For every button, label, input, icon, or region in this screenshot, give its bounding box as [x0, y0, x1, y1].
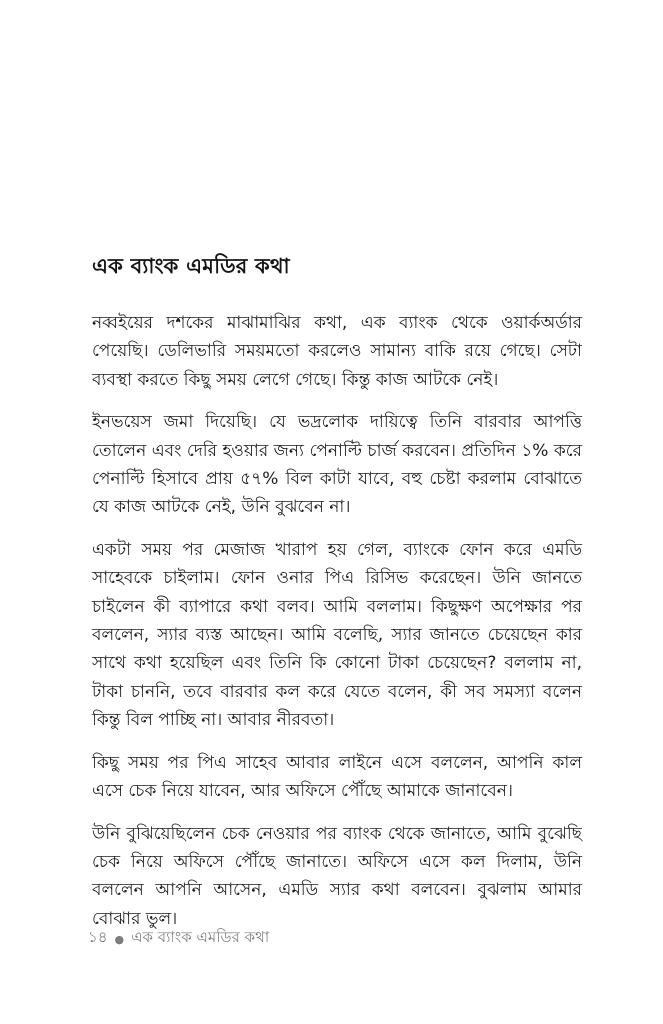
paragraph: নব্বইয়ের দশকের মাঝামাঝির কথা, এক ব্যাংক থেকে ওয়ার্কঅর্ডার পেয়েছি। ডেলিভারি সময়মতো করলেও সামান্য বাকি রয়ে গেছে। সেটা ব্যবস্থা করতে কিছু সময় লেগে গেছে। কিন্তু কাজ আটকে নেই। — [92, 313, 582, 390]
running-title: এক ব্যাংক এমডির কথা — [131, 928, 270, 946]
paragraph: একটা সময় পর মেজাজ খারাপ হয় গেল, ব্যাংকে ফোন করে এমডি সাহেবকে চাইলাম। ফোন ওনার পিএ রিসিভ করেছেন। উনি জানতে চাইলেন কী ব্যাপারে কথা বলব। আমি বললাম। কিছুক্ষণ অপেক্ষার পর বললেন, স্যার ব্যস্ত আছেন। আমি বলেছি, স্যার জানতে চেয়েছেন কার সাথে কথা হয়েছিল এবং তিনি কি কোনো টাকা চেয়েছেন? বললাম না, টাকা চাননি, তবে বারবার কল করে যেতে বলেন, কী সব সমস্যা বলেন কিন্তু বিল পাচ্ছি না। আবার নীরবতা। — [92, 539, 582, 731]
bullet-separator-icon: ● — [114, 933, 125, 946]
page-content — [92, 250, 582, 933]
page-number: ১৪ — [88, 928, 108, 946]
body-paragraphs — [92, 309, 582, 933]
chapter-title: এক ব্যাংক এমডির কথা — [92, 254, 290, 278]
paragraph: ইনভয়েস জমা দিয়েছি। যে ভদ্রলোক দায়িত্বে তিনি বারবার আপত্তি তোলেন এবং দেরি হওয়ার জন্য পেনাল্টি চার্জ করবেন। প্রতিদিন ১% করে পেনাল্টি হিসাবে প্রায় ৫৭% বিল কাটা যাবে, বহু চেষ্টা করলাম বোঝাতে যে কাজ আটকে নেই, উনি বুঝবেন না। — [92, 412, 582, 518]
page-footer — [88, 926, 269, 951]
paragraph: উনি বুঝিয়েছিলেন চেক নেওয়ার পর ব্যাংক থেকে জানাতে, আমি বুঝেছি চেক নিয়ে অফিসে পৌঁছে জানাতে। অফিসে এসে কল দিলাম, উনি বললেন আপনি আসেন, এমডি স্যার কথা বলবেন। বুঝলাম আমার বোঝার ভুল। — [92, 823, 582, 929]
paragraph: কিছু সময় পর পিএ সাহেব আবার লাইনে এসে বললেন, আপনি কাল এসে চেক নিয়ে যাবেন, আর অফিসে পৌঁছে আমাকে জানাবেন। — [92, 752, 582, 802]
